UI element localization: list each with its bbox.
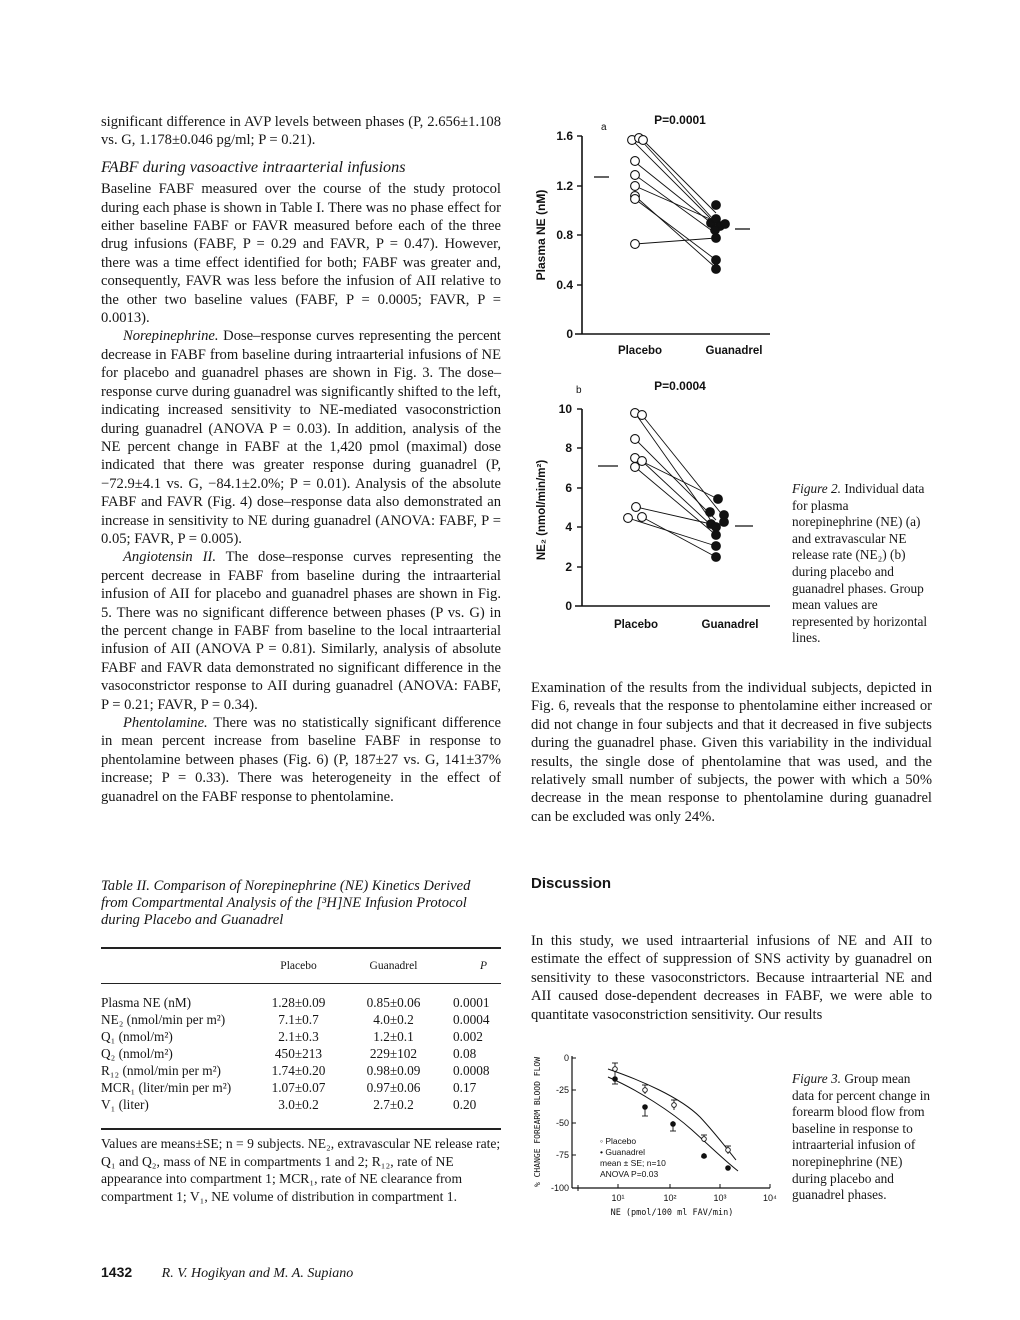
panel-letter-b: b: [576, 385, 582, 396]
cell-placebo: 1.74±0.20: [271, 1062, 326, 1078]
figure-2a: [534, 113, 770, 357]
cell-p: 0.002: [453, 1028, 483, 1044]
lead-phentolamine: Phentolamine.: [123, 715, 208, 731]
text-phentolamine: There was no statistically significant difference in mean percent increase from baseline FABF in response to phentolamine between phases (Fig. 6) (P, 187±27 vs. G, 141±37% increase; P = 0.33). There was heterogeneity in the effect of guanadrel on the FABF response to phentolamine.: [101, 715, 501, 805]
cell-placebo: 450±213: [274, 1045, 323, 1061]
ytick: -75: [555, 1150, 569, 1160]
x-label-fig3: NE (pmol/100 ml FAV/min): [610, 1208, 734, 1218]
cell-placebo: 2.1±0.3: [278, 1028, 319, 1044]
ytick: 8: [565, 441, 572, 455]
ytick: 0: [563, 1053, 569, 1063]
legend-placebo: ◦ Placebo: [600, 1136, 637, 1146]
ytick: -100: [550, 1183, 569, 1193]
row-label: V₁ (liter): [101, 1096, 149, 1112]
y-ticks-a: [556, 129, 573, 341]
cell-placebo: 7.1±0.7: [278, 1011, 319, 1027]
ytick: 0: [566, 327, 573, 341]
figure-2-label: Figure 2.: [792, 481, 841, 496]
y-label-fig3: % CHANGE FOREARM BLOOD FLOW: [533, 1056, 542, 1188]
row-label: Plasma NE (nM): [101, 994, 192, 1010]
pvalue-a: P=0.0001: [654, 113, 706, 127]
xlabel-guanadrel: Guanadrel: [705, 345, 763, 357]
xtick: 10¹: [611, 1193, 625, 1203]
row-label: NE₂ (nmol/min per m²): [101, 1011, 226, 1027]
paragraph-avp: significant difference in AVP levels between phases (P, 2.656±1.108 vs. G, 1.178±0.046 pg/ml; P = 0.21).: [101, 114, 501, 149]
cell-placebo: 3.0±0.2: [278, 1096, 319, 1112]
row-label: Q₂ (nmol/m²): [101, 1045, 173, 1061]
cell-p: 0.17: [453, 1079, 477, 1095]
paragraph-discussion: In this study, we used intraarterial infusions of NE and AII to estimate the effect of suppression of SNS activity by guanadrel on sensitivity to these vasoconstrictors. Because intraarterial NE and AII caused dose-dependent decreases in FABF, we were able to quantitate vasoconstriction sensitivity. Our results: [531, 933, 932, 1023]
ytick: 6: [565, 481, 572, 495]
ytick: 2: [565, 560, 572, 574]
row-label: MCR₁ (liter/min per m²): [101, 1079, 232, 1095]
cell-guanadrel: 2.7±0.2: [373, 1096, 414, 1112]
figure-3-caption-text: Group mean data for percent change in forearm blood flow from baseline in response to intraarterial infusion of norepinephrine (NE) during placebo and guanadrel phases.: [792, 1071, 931, 1203]
text-angiotensin: The dose–response curves representing the percent decrease in FABF from baseline during the intraarterial infusion of AII for placebo and guanadrel phases are shown in Fig. 5. There was no significant difference between phases (P vs. G) in the percent change in FABF from baseline to the local intraarterial infusion of AII (ANOVA P = 0.81). Similarly, analysis of absolute FABF and FAVR data demonstrated no significant difference in the vasoconstrictor response to AII during guanadrel (ANOVA: FABF, P = 0.21; FAVR, P = 0.34).: [101, 549, 501, 713]
ytick: 1.2: [556, 179, 573, 193]
xlabel-guanadrel: Guanadrel: [701, 619, 759, 631]
figure-3-label: Figure 3.: [792, 1071, 841, 1086]
cell-guanadrel: 229±102: [369, 1045, 418, 1061]
cell-guanadrel: 0.98±0.09: [366, 1062, 421, 1078]
lead-angiotensin: Angiotensin II.: [123, 549, 216, 566]
x-labels-b: [614, 619, 759, 631]
figure-2-caption-text: Individual data for plasma norepinephrine (NE) (a) and extravascular NE release rate (NE₂) (b) during placebo and guanadrel phases. Group mean values are represented by horizontal lines.: [792, 481, 928, 646]
figure-3: [533, 1053, 777, 1218]
subheading-fabf: FABF during vasoactive intraarterial infusions: [101, 157, 406, 176]
ytick: 0: [565, 599, 572, 613]
ytick: -50: [555, 1118, 569, 1128]
figure-2b: [536, 379, 770, 631]
discussion-heading: Discussion: [531, 875, 612, 892]
header-guanadrel: Guanadrel: [346, 948, 441, 983]
row-label: R₁₂ (nmol/min per m²): [101, 1062, 221, 1078]
cell-p: 0.0008: [453, 1062, 490, 1078]
paragraph-individual-subjects: Examination of the results from the individual subjects, depicted in Fig. 6, reveals that the response to phentolamine either increased or did not change in four subjects and that it decreased in five subjects during the guanadrel phase. Given this variability in the individual results, the single dose of phentolamine that was used, and the relatively small number of subjects, the power with which a 50% decrease in the mean response to phentolamine during guanadrel can be excluded was only 24%.: [531, 680, 932, 825]
xlabel-placebo: Placebo: [613, 619, 659, 631]
xlabel-placebo: Placebo: [617, 345, 663, 357]
cell-placebo: 1.07±0.07: [271, 1079, 326, 1095]
cell-p: 0.20: [453, 1096, 477, 1112]
legend-fig3: [600, 1136, 666, 1179]
y-label-b: NE₂ (nmol/min/m²): [536, 459, 548, 561]
text-norepinephrine: Dose–response curves representing the percent decrease in FABF from baseline during intraarterial infusions of NE for placebo and guanadrel phases are shown in Fig. 3. The dose–response curve during guanadrel was significantly shifted to the left, indicating increased sensitivity to NE-mediated vasoconstriction during guanadrel (ANOVA P = 0.03). In addition, analysis of the NE percent change in FABF at the 1,420 pmol (maximal) dose indicated that there was greater response during guanadrel (P, −72.9±4.1 vs. G, −84.1±2.0%; P = 0.01). Analysis of the absolute FABF and FAVR (Fig. 4) dose–response data also demonstrated an increase in sensitivity to NE during guanadrel (ANOVA: FABF, P = 0.05; FAVR, P = 0.005).: [101, 328, 501, 547]
paragraph-baseline: Baseline FABF measured over the course of the study protocol during each phase is shown in Table I. There was no phase effect for either baseline FABF or FAVR measured before each of the three drug infusions (FABF, P = 0.29 and FAVR, P = 0.47). However, there was a time effect identified for both; FABF was greater and, consequently, FAVR was less before the infusion of AII relative to the other two baseline values (FABF, P = 0.0005; FAVR, P = 0.0013).: [101, 181, 501, 327]
x-ticks-fig3: [611, 1193, 777, 1203]
pair-lines-a: [632, 138, 719, 268]
cell-guanadrel: 0.97±0.06: [366, 1079, 421, 1095]
ytick: 0.4: [556, 278, 573, 292]
xtick: 10³: [713, 1193, 727, 1203]
ytick: 4: [565, 520, 572, 534]
ytick: 10: [558, 402, 572, 416]
running-authors: R. V. Hogikyan and M. A. Supiano: [161, 1266, 354, 1281]
placebo-points-b: [624, 409, 647, 523]
ytick: -25: [555, 1085, 569, 1095]
header-placebo: Placebo: [251, 948, 346, 983]
cell-guanadrel: 4.0±0.2: [373, 1011, 414, 1027]
legend-stats: mean ± SE; n=10: [600, 1158, 666, 1168]
cell-guanadrel: 1.2±0.1: [373, 1028, 414, 1044]
figure-2-caption: [792, 481, 932, 647]
cell-guanadrel: 0.85±0.06: [366, 994, 421, 1010]
guanadrel-points-b: [706, 495, 729, 562]
pair-lines-b: [628, 413, 724, 557]
row-label: Q₁ (nmol/m²): [101, 1028, 173, 1044]
cell-p: 0.0004: [453, 1011, 490, 1027]
y-ticks-fig3: [551, 1053, 569, 1193]
panel-letter-a: a: [601, 122, 607, 133]
page-number: 1432: [101, 1264, 133, 1280]
right-column-upper: [531, 679, 932, 826]
lead-norepinephrine: Norepinephrine.: [123, 328, 219, 345]
header-p: P: [441, 948, 501, 983]
legend-anova: ANOVA P=0.03: [600, 1169, 659, 1179]
right-column-discussion: [531, 932, 932, 1024]
ytick: 0.8: [556, 228, 573, 242]
xtick: 10⁴: [763, 1193, 777, 1203]
y-ticks-b: [559, 402, 573, 613]
cell-placebo: 1.28±0.09: [271, 994, 326, 1010]
placebo-points-a: [628, 134, 648, 249]
ytick: 1.6: [556, 129, 573, 143]
xtick: 10²: [663, 1193, 677, 1203]
table-footnote: Values are means±SE; n = 9 subjects. NE₂, extravascular NE release rate; Q₁ and Q₂, mass of NE in compartments 1 and 2; R₁₂, rate of NE appearance into compartment 1; MCR₁, rate of NE clearance from compartment 1; V₁, NE volume of distribution in compartment 1.: [101, 1136, 501, 1204]
x-labels-a: [618, 345, 763, 357]
legend-guanadrel: • Guanadrel: [600, 1147, 646, 1157]
cell-p: 0.0001: [453, 994, 490, 1010]
figure-3-caption: [792, 1071, 932, 1204]
cell-p: 0.08: [453, 1045, 477, 1061]
table-title: Table II. Comparison of Norepinephrine (NE) Kinetics Derived from Compartmental Analysis of the [³H]NE Infusion Protocol during Placebo and Guanadrel: [101, 878, 471, 928]
pvalue-b: P=0.0004: [654, 379, 706, 393]
y-label-a: Plasma NE (nM): [534, 189, 548, 281]
